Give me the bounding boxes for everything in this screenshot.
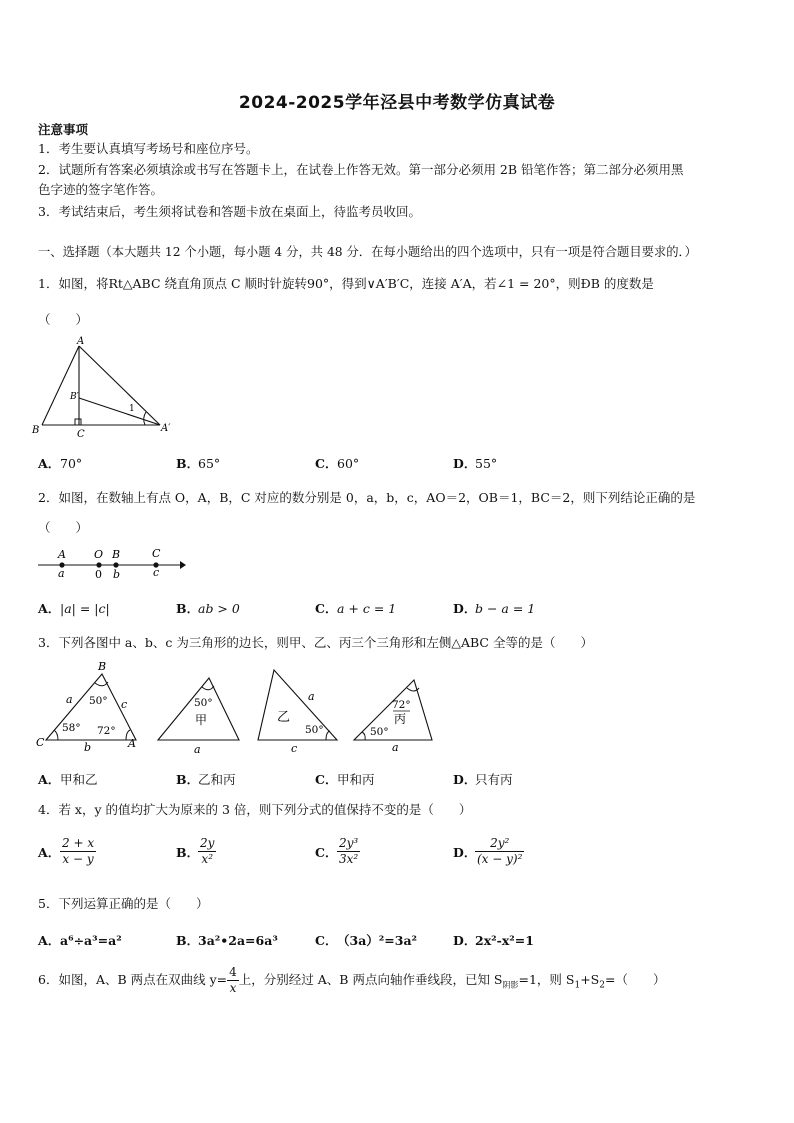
svg-text:50°: 50° — [370, 726, 389, 738]
label-B: B — [32, 425, 40, 436]
svg-text:乙: 乙 — [277, 710, 291, 725]
fraction: $\frac{\text{2y³}}{\text{3x²}}$ — [339, 836, 359, 866]
fraction: $\frac{2y}{\text{x²}}$ — [200, 836, 215, 866]
point-A-label: A — [58, 548, 66, 561]
value-zero-label: 0 — [95, 568, 102, 581]
q5-option-b[interactable]: B．3a²•2a=6a³ — [176, 933, 278, 948]
q2-option-d[interactable]: D．b − a = 1 — [453, 601, 536, 616]
question-4-stem: 4．若 x，y 的值均扩大为原来的 3 倍，则下列分式的值保持不变的是（ ） — [38, 802, 472, 817]
page-title: 2024-2025学年泾县中考数学仿真试卷 — [238, 93, 556, 113]
point-O-label: O — [94, 548, 104, 561]
label-angle-1: 1 — [129, 404, 135, 414]
svg-text:50°: 50° — [194, 697, 213, 709]
q5-option-c[interactable]: C．（3a）²=3a² — [315, 933, 418, 948]
svg-text:58°: 58° — [62, 722, 81, 734]
notice-item: 色字迹的签字笔作答。 — [38, 182, 164, 197]
q2-option-c[interactable]: C．a + c = 1 — [315, 601, 397, 616]
notice-heading: 注意事项 — [38, 122, 89, 137]
triangle-jia — [158, 678, 239, 756]
value-c-label: c — [153, 566, 160, 579]
svg-text:a: a — [194, 743, 201, 756]
label-A-prime: A′ — [161, 423, 171, 434]
q3-option-c[interactable]: C．甲和丙 — [315, 772, 375, 787]
q3-option-b[interactable]: B．乙和丙 — [176, 772, 236, 787]
fraction: $\frac{4}{x}$ — [229, 965, 237, 995]
question-3-figures — [34, 658, 444, 758]
question-1-figure — [30, 335, 180, 440]
section-heading: 一、选择题（本大题共 12 个小题，每小题 4 分，共 48 分．在每小题给出的四个选项中，只有一项是符合题目要求的．） — [38, 245, 697, 259]
question-1-paren: （ ） — [38, 312, 89, 327]
svg-text:A: A — [128, 737, 136, 750]
question-2-number-line — [36, 545, 188, 581]
q1-option-c[interactable]: C．60° — [315, 456, 360, 471]
notice-item: 1．考生要认真填写考场号和座位序号。 — [38, 141, 259, 156]
label-A: A — [77, 336, 85, 347]
svg-text:c: c — [291, 742, 298, 755]
question-3-stem: 3．下列各图中 a、b、c 为三角形的边长，则甲、乙、丙三个三角形和左侧△ABC 全等的是（ ） — [38, 635, 593, 650]
fraction: $\frac{\text{2y²}}{\text{(x − y)²}}$ — [477, 836, 523, 866]
svg-text:B: B — [98, 660, 107, 673]
q1-option-a[interactable]: A．70° — [38, 456, 83, 471]
label-B-prime: B′ — [70, 392, 79, 402]
svg-text:b: b — [84, 741, 92, 754]
value-b-label: b — [113, 568, 121, 581]
svg-text:72°: 72° — [97, 725, 116, 737]
q4-option-a[interactable]: A． $\frac{2 + x}{x - y}$ — [38, 836, 95, 866]
q1-option-d[interactable]: D．55° — [453, 456, 498, 471]
svg-text:丙: 丙 — [394, 712, 407, 726]
triangle-abc — [36, 660, 136, 754]
notice-item: 2．试题所有答案必须填涂或书写在答题卡上，在试卷上作答无效。第一部分必须用 2B 铅笔作答；第二部分必须用黑 — [38, 162, 684, 177]
triangle-yi — [258, 670, 337, 755]
svg-text:50°: 50° — [305, 724, 324, 736]
svg-text:a: a — [308, 690, 315, 703]
q3-option-a[interactable]: A．甲和乙 — [38, 772, 98, 787]
q2-option-b[interactable]: B．ab > 0 — [176, 601, 240, 616]
svg-text:C: C — [36, 736, 45, 749]
question-6-stem: 6．如图，A、B 两点在双曲线 y= $\frac{4}{x}$ 上，分别经过 A、B 两点向轴作垂线段，已知 $S_{阴影}=1$，则 $S_1+S_2=$（ ） — [38, 965, 666, 995]
fraction: $\frac{2 + x}{x - y}$ — [62, 836, 95, 866]
svg-text:甲: 甲 — [195, 713, 208, 727]
value-a-label: a — [58, 567, 65, 580]
svg-text:a: a — [392, 741, 399, 754]
svg-text:50°: 50° — [89, 695, 108, 707]
point-B-label: B — [112, 548, 121, 561]
svg-text:72°: 72° — [392, 699, 411, 711]
question-5-stem: 5．下列运算正确的是（ ） — [38, 896, 209, 911]
triangle-bing — [354, 680, 432, 754]
q3-option-d[interactable]: D．只有丙 — [453, 772, 513, 787]
question-2-paren: （ ） — [38, 520, 89, 535]
q4-option-b[interactable]: B． $\frac{2y}{\text{x²}}$ — [176, 836, 215, 866]
svg-text:a: a — [66, 693, 73, 706]
q4-option-d[interactable]: D． $\frac{\text{2y²}}{\text{(x − y)²}}$ — [453, 836, 523, 866]
question-2-stem: 2．如图，在数轴上有点 O，A，B，C 对应的数分别是 0，a，b，c，AO＝2，OB＝1，BC＝2，则下列结论正确的是 — [38, 490, 696, 505]
label-C: C — [77, 429, 85, 440]
notice-item: 3．考试结束后，考生须将试卷和答题卡放在桌面上，待监考员收回。 — [38, 204, 421, 219]
q1-option-b[interactable]: B．65° — [176, 456, 221, 471]
q5-option-a[interactable]: A．a⁶÷a³=a² — [38, 933, 122, 948]
svg-text:c: c — [121, 698, 128, 711]
point-C-label: C — [152, 547, 161, 560]
question-1-stem: 1．如图，将Rt△ABC 绕直角顶点 C 顺时针旋转90°，得到∨A′B′C，连接 A′A，若∠1 = 20°，则ÐB 的度数是 — [38, 276, 654, 291]
q4-option-c[interactable]: C． $\frac{\text{2y³}}{\text{3x²}}$ — [315, 836, 359, 866]
q2-option-a[interactable]: A．|a| = |c| — [38, 601, 110, 616]
q5-option-d[interactable]: D．2x²-x²=1 — [453, 933, 534, 948]
